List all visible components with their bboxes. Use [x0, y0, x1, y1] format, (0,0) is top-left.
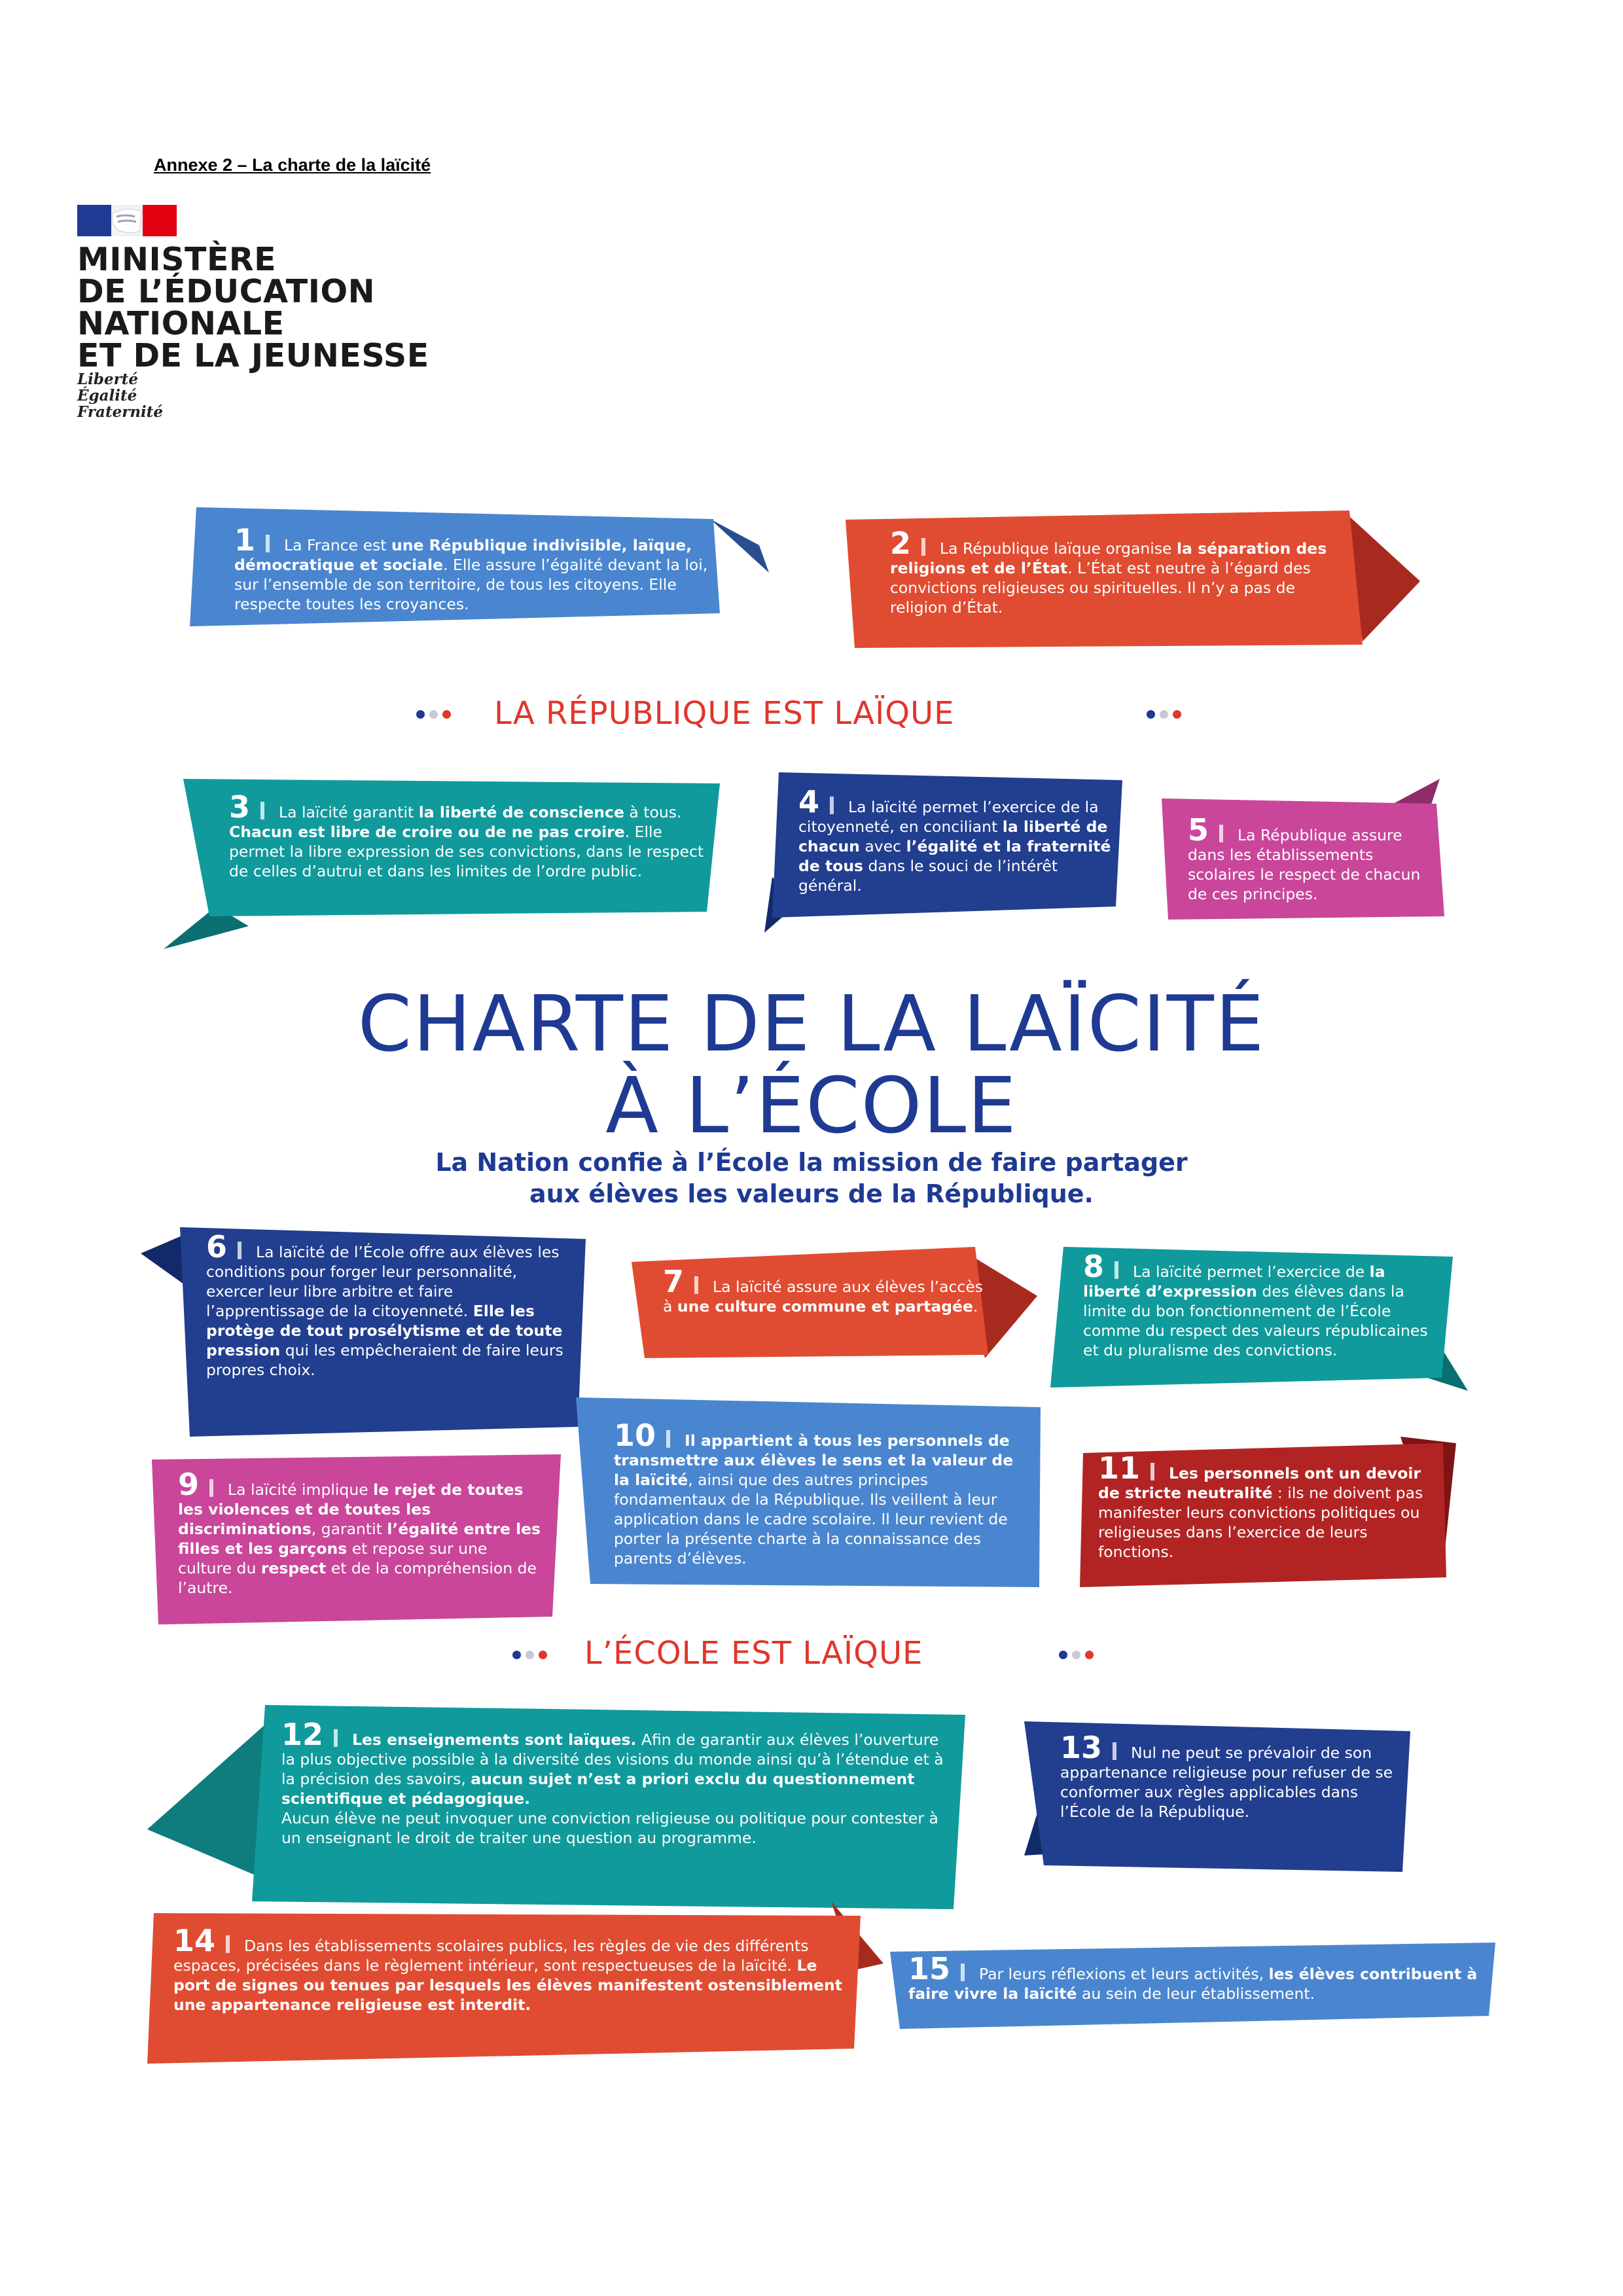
article-highlight: la liberté de conscience [418, 803, 624, 821]
ministry-line: DE L’ÉDUCATION [77, 273, 376, 310]
article-text: Par leurs réflexions et leurs activités, [979, 1965, 1269, 1983]
ministry-line: NATIONALE [77, 305, 285, 342]
article-text: . [972, 1297, 978, 1316]
article-text: , garantit [311, 1520, 387, 1538]
article-text: au sein de leur établissement. [1077, 1984, 1315, 2003]
article-text: à tous. [624, 803, 682, 821]
article-5 [1162, 779, 1450, 923]
separator-bar [961, 1964, 965, 1981]
article-text: La laïcité assure aux élèves l’accès à [663, 1278, 984, 1316]
subtitle-line2: aux élèves les valeurs de la République. [529, 1179, 1094, 1208]
article-highlight: la séparation des religions et de l’État [890, 539, 1327, 577]
article-highlight: Les enseignements sont laïques. [352, 1731, 637, 1749]
article-text: qui les empêcheraient de faire leurs propres choix. [206, 1341, 563, 1379]
article-4 [759, 772, 1126, 936]
section-title-republique: LA RÉPUBLIQUE EST LAÏQUE [494, 695, 955, 732]
article-highlight: Les personnels ont un devoir de stricte neutralité [1098, 1464, 1421, 1502]
article-number: 1 [234, 522, 256, 558]
article-number: 14 [173, 1923, 216, 1958]
separator-bar [666, 1430, 670, 1448]
separator-bar [226, 1935, 230, 1953]
article-text: . L’État est neutre à l’égard des convictions religieuses ou spirituelles. Il n’y a pas de religion d’État. [890, 559, 1311, 617]
separator-bar [238, 1242, 241, 1259]
article-text: La laïcité permet l’exercice de [1133, 1263, 1370, 1281]
article-text: . Elle permet la libre expression de ses convictions, dans le respect de celles d’autrui et dans les limites de l’ordre public. [229, 823, 704, 880]
article-text: Afin de garantir aux élèves l’ouverture la plus objective possible à la diversité des visions du monde ainsi qu’à l’étendue et à la précision des savoirs, [281, 1731, 944, 1788]
article-3 [164, 776, 726, 952]
article-number: 9 [178, 1467, 200, 1502]
article-text: Aucun élève ne peut invoquer une conviction religieuse ou politique pour contester à un enseignant le droit de traiter une question au programme. [281, 1809, 938, 1847]
article-highlight: aucun sujet n’est a priori exclu du questionnement scientifique et pédagogique. [281, 1770, 915, 1808]
article-number: 5 [1188, 812, 1209, 848]
article-9 [152, 1453, 564, 1630]
separator-bar [830, 797, 834, 814]
separator-bar [1219, 825, 1223, 842]
article-text: La laïcité garantit [279, 803, 419, 821]
article-14 [147, 1901, 887, 2065]
article-highlight: le rejet de toutes les violences et de toutes les discriminations [178, 1480, 524, 1538]
main-title-line2: À L’ÉCOLE [605, 1060, 1018, 1151]
ministry-line: ET DE LA JEUNESSE [77, 337, 429, 374]
annexe-title: Annexe 2 – La charte de la laïcité [154, 155, 431, 175]
article-text: avec [859, 837, 906, 855]
separator-bar [1113, 1742, 1116, 1760]
article-highlight: l’égalité entre les filles et les garçons [178, 1520, 541, 1558]
article-number: 6 [206, 1229, 228, 1265]
article-15 [890, 1937, 1499, 2036]
article-text: : ils ne doivent pas manifester leurs convictions politiques ou religieuses dans l’exercice de leurs fonctions. [1098, 1484, 1423, 1561]
article-highlight: Chacun est libre de croire ou de ne pas croire [229, 823, 625, 841]
article-number: 7 [663, 1264, 685, 1299]
separator-bar [334, 1729, 338, 1747]
separator-bar [266, 535, 270, 552]
article-highlight: les élèves contribuent à faire vivre la laïcité [908, 1965, 1478, 2003]
article-number: 12 [281, 1717, 324, 1752]
article-text: La laïcité de l’École offre aux élèves les conditions pour forger leur personnalité, exercer leur libre arbitre et faire l’apprentissage de la citoyenneté. [206, 1243, 560, 1320]
article-7 [632, 1244, 1041, 1368]
article-highlight: une République indivisible, laïque, démocratique et sociale [234, 536, 692, 574]
article-number: 2 [890, 526, 912, 561]
article-number: 4 [798, 784, 820, 819]
article-highlight: une culture commune et partagée [677, 1297, 973, 1316]
article-number: 11 [1098, 1450, 1141, 1486]
separator-bar [694, 1276, 698, 1294]
article-13 [1024, 1715, 1417, 1875]
separator-bar [209, 1479, 213, 1497]
marianne-logo-icon [77, 205, 177, 236]
article-8 [1050, 1240, 1469, 1401]
separator-bar [1115, 1261, 1118, 1279]
article-highlight: la liberté de chacun [798, 817, 1108, 855]
article-text: La laïcité implique [228, 1480, 374, 1499]
article-text: dans le souci de l’intérêt général. [798, 857, 1058, 895]
ministry-name [77, 243, 429, 372]
separator-bar [1150, 1463, 1154, 1480]
article-highlight: la liberté d’expression [1083, 1263, 1385, 1300]
motto-fraternite: Fraternité [77, 403, 164, 421]
article-highlight: respect [260, 1559, 327, 1577]
motto-liberte: Liberté [77, 370, 138, 388]
article-text: , ainsi que des autres principes fondamentaux de la République. Ils veillent à leur application dans le cadre scolaire. Il leur revient de porter la présente charte à la connaissance des parents d’élèves. [614, 1471, 1008, 1568]
article-text: Dans les établissements scolaires publics, les règles de vie des différents espaces, précisées dans le règlement intérieur, sont respectueuses de la laïcité. [173, 1937, 809, 1975]
main-title-line1: CHARTE DE LA LAÏCITÉ [357, 978, 1266, 1069]
separator-bar [260, 802, 264, 819]
article-2 [846, 511, 1421, 655]
article-text: . Elle assure l’égalité devant la loi, sur l’ensemble de son territoire, de tous les citoyens. Elle respecte toutes les croyances. [234, 556, 708, 613]
article-12 [147, 1698, 972, 1914]
article-highlight: Le port de signes ou tenues par lesquels les élèves manifestent ostensiblement une appartenance religieuse est interdit. [173, 1956, 842, 2014]
article-11 [1080, 1437, 1459, 1594]
article-highlight: Il appartient à tous les personnels de transmettre aux élèves le sens et la valeur de la laïcité [614, 1431, 1014, 1489]
article-text: des élèves dans la limite du bon fonctionnement de l’École comme du respect des valeurs républicaines et du pluralisme des convictions. [1083, 1282, 1428, 1359]
separator-bar [921, 538, 925, 556]
motto-egalite: Égalité [77, 387, 137, 404]
article-text: Nul ne peut se prévaloir de son appartenance religieuse pour refuser de se conformer aux règles applicables dans l’École de la République. [1060, 1744, 1393, 1821]
article-6 [141, 1221, 592, 1443]
article-number: 8 [1083, 1249, 1105, 1284]
ministry-line: MINISTÈRE [77, 241, 277, 278]
article-text: La France est [284, 536, 391, 554]
article-text: et de la compréhension de l’autre. [178, 1559, 537, 1597]
article-text: La République assure dans les établissements scolaires le respect de chacun de ces principes. [1188, 826, 1421, 903]
article-highlight: l’égalité et la fraternité de tous [798, 837, 1111, 875]
article-number: 3 [229, 789, 251, 825]
article-10 [576, 1397, 1044, 1590]
republic-motto [77, 371, 163, 420]
subtitle-line1: La Nation confie à l’École la mission de faire partager [435, 1148, 1188, 1177]
article-text: La République laïque organise [940, 539, 1177, 558]
article-text: La laïcité permet l’exercice de la citoyenneté, en conciliant [798, 798, 1099, 836]
article-number: 15 [908, 1951, 951, 1986]
article-1 [190, 507, 772, 638]
article-number: 10 [614, 1418, 656, 1453]
article-highlight: Elle les protège de tout prosélytisme et de toute pression [206, 1302, 563, 1359]
section-title-ecole: L’ÉCOLE EST LAÏQUE [584, 1635, 923, 1672]
article-number: 13 [1060, 1730, 1103, 1765]
article-text: et repose sur une culture du [178, 1539, 488, 1577]
